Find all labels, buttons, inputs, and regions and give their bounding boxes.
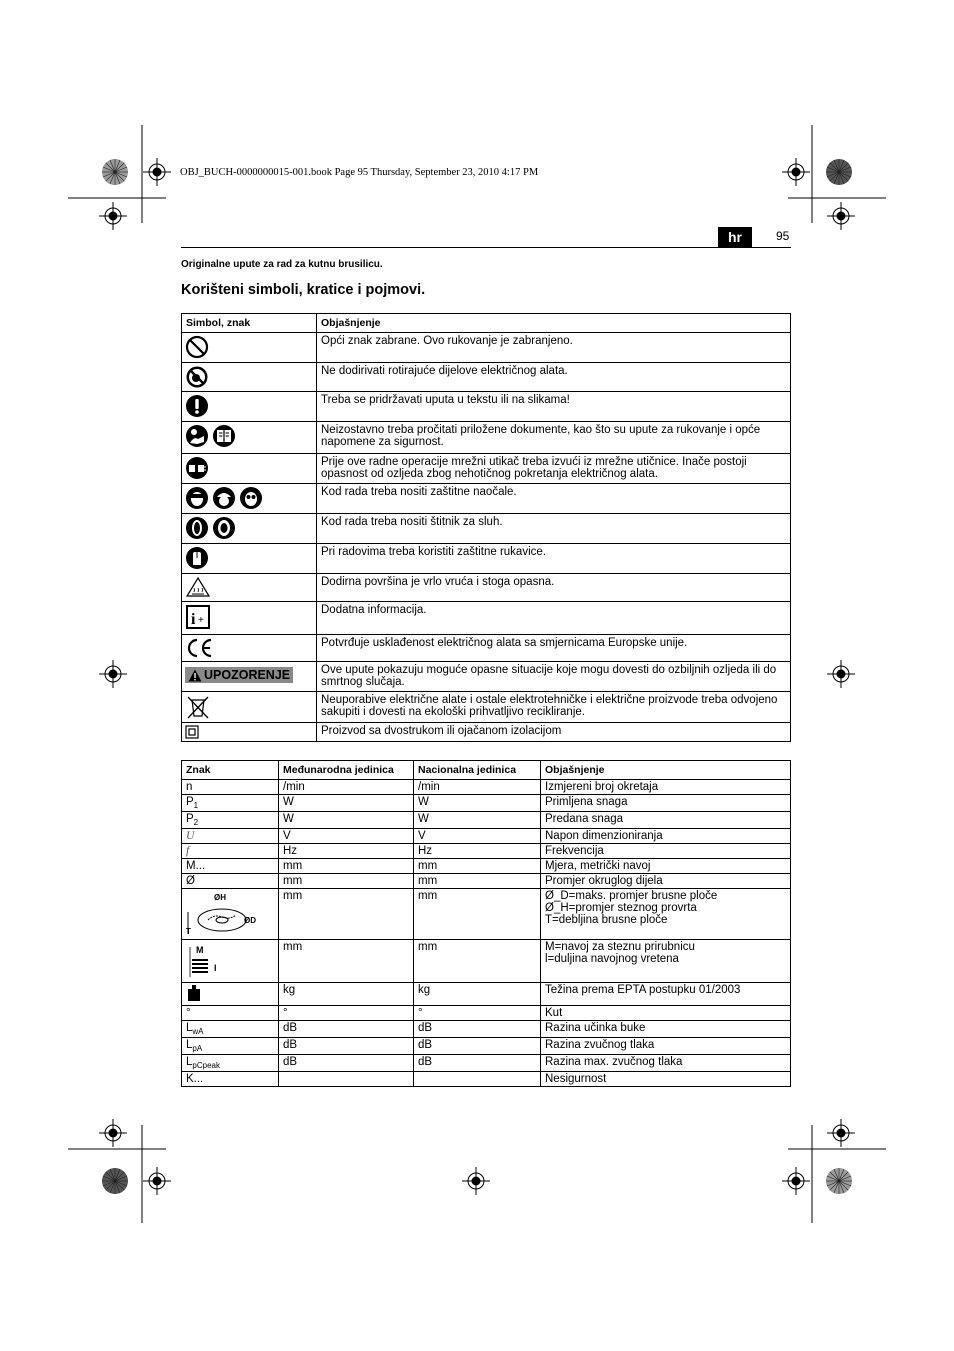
national-unit-cell: V [414,829,541,844]
sign-cell [182,1021,279,1038]
symbol-cell [182,363,317,392]
language-badge: hr [718,227,752,247]
print-rosette-icon [102,159,128,185]
unplug-icon [185,456,209,480]
symbol-cell [182,392,317,422]
intl-unit-cell: mm [279,859,414,874]
warning-label [185,667,293,683]
book-icon [212,424,236,448]
thread-label-m: M [196,945,204,955]
sign-text: L [186,1056,193,1068]
explanation-cell: Dodirna površina je vrlo vruća i stoga opasna. [317,574,791,602]
table-row [182,333,791,363]
read-manual-icon [185,424,209,448]
sign-cell: K... [182,1072,279,1087]
symbol-cell [182,514,317,544]
explanation-cell: Izmjereni broj okretaja [541,780,791,795]
explanation-cell: Neuporabive električne alate i ostale elektrotehničke i električne proizvode treba odvojeno sakupiti i dovesti na ekološki prihvatljivo recikliranje. [317,692,791,723]
table-row [182,795,791,812]
symbol-cell [182,723,317,742]
table-row [182,940,791,983]
explanation-line: T=debljina brusne ploče [545,914,668,926]
intl-unit-cell: dB [279,1055,414,1072]
col-header-intl-unit: Međunarodna jedinica [279,761,414,780]
national-unit-cell: Hz [414,844,541,859]
svg-text:+: + [198,615,204,626]
svg-text:i: i [191,611,196,628]
mandatory-exclamation-icon [185,394,209,418]
sign-cell [182,812,279,829]
table-row [182,662,791,692]
explanation-line: Ø_D=maks. promjer brusne ploče [545,890,718,902]
table-row [182,889,791,940]
sign-cell: f [182,844,279,859]
explanation-cell: Promjer okruglog dijela [541,874,791,889]
explanation-cell: Razina učinka buke [541,1021,791,1038]
face-shield-icon [185,486,209,510]
explanation-cell: Treba se pridržavati uputa u tekstu ili na slikama! [317,392,791,422]
intl-unit-cell: W [279,812,414,829]
col-header-sign: Znak [182,761,279,780]
sign-cell: n [182,780,279,795]
symbol-cell [182,422,317,454]
explanation-cell: Potvrđuje usklađenost električnog alata sa smjernicama Europske unije. [317,635,791,662]
national-unit-cell: dB [414,1038,541,1055]
hot-surface-icon [185,576,211,598]
table-row [182,1038,791,1055]
national-unit-cell: W [414,812,541,829]
table-row [182,1006,791,1021]
sign-cell [182,889,279,940]
registration-target-icon [827,1119,855,1147]
ear-protection-icon [185,516,209,540]
national-unit-cell: mm [414,940,541,983]
explanation-cell: Dodatna informacija. [317,602,791,635]
do-not-touch-rotating-parts-icon [185,365,209,389]
double-insulation-icon [185,725,199,739]
explanation-line: l=duljina navojnog vretena [545,953,679,965]
symbol-cell [182,484,317,514]
intl-unit-cell: dB [279,1021,414,1038]
print-rosette-icon [826,159,852,185]
explanation-cell: Težina prema EPTA postupku 01/2003 [541,983,791,1006]
intl-unit-cell: mm [279,889,414,940]
table-row [182,1055,791,1072]
col-header-symbol: Simbol, znak [182,314,317,333]
registration-target-icon [782,158,810,186]
explanation-cell [541,940,791,983]
explanation-cell: Frekvencija [541,844,791,859]
print-rosette-icon [102,1168,128,1194]
spindle-thread-icon [186,941,226,979]
table-row [182,422,791,454]
book-info-line: OBJ_BUCH-0000000015-001.book Page 95 Thursday, September 23, 2010 4:17 PM [180,167,539,178]
sign-cell [182,1055,279,1072]
symbols-table-header [182,314,791,333]
sign-cell [182,983,279,1006]
table-row [182,574,791,602]
intl-unit-cell: V [279,829,414,844]
table-row [182,844,791,859]
table-row [182,392,791,422]
symbol-cell [182,454,317,484]
warning-triangle-icon [188,669,202,682]
weight-icon [186,984,202,1002]
table-row [182,780,791,795]
prohibition-icon [185,335,209,359]
explanation-cell: Ne dodirivati rotirajuće dijelove električnog alata. [317,363,791,392]
registration-target-icon [99,660,127,688]
explanation-cell [541,889,791,940]
explanation-cell: Prije ove radne operacije mrežni utikač treba izvući iz mrežne utičnice. Inače postoji opasnost od ozljeda zbog nehotičnog pokretanja električnog alata. [317,454,791,484]
symbol-cell [182,333,317,363]
table-row [182,1072,791,1087]
table-row [182,454,791,484]
explanation-cell: Kod rada treba nositi zaštitne naočale. [317,484,791,514]
crossed-bin-icon [185,694,211,720]
gloves-icon [185,546,209,570]
sign-subscript: 1 [193,801,199,810]
intl-unit-cell: ° [279,1006,414,1021]
section-title: Korišteni simboli, kratice i pojmovi. [181,282,426,298]
national-unit-cell: /min [414,780,541,795]
registration-target-icon [143,1167,171,1195]
disc-label-thickness: T [186,927,191,936]
sign-cell: M... [182,859,279,874]
table-row [182,514,791,544]
col-header-explanation: Objašnjenje [317,314,791,333]
sign-cell [182,1038,279,1055]
symbols-table [181,313,791,742]
sign-subscript: pA [192,1044,203,1053]
symbol-cell [182,662,317,692]
disc-label-hole-diameter: ØH [214,893,226,902]
national-unit-cell: W [414,795,541,812]
registration-target-icon [827,202,855,230]
explanation-cell: Kod rada treba nositi štitnik za sluh. [317,514,791,544]
national-unit-cell: mm [414,889,541,940]
symbol-cell [182,692,317,723]
intl-unit-cell: W [279,795,414,812]
intl-unit-cell: kg [279,983,414,1006]
registration-target-icon [99,202,127,230]
national-unit-cell: mm [414,874,541,889]
sign-cell: U [182,829,279,844]
disc-dimensions-icon [186,890,258,936]
national-unit-cell: dB [414,1055,541,1072]
ear-muff-icon [212,516,236,540]
explanation-cell: Pri radovima treba koristiti zaštitne rukavice. [317,544,791,574]
table-row [182,983,791,1006]
symbol-cell [182,635,317,662]
table-row [182,544,791,574]
explanation-line: Ø_H=promjer steznog provrta [545,902,697,914]
national-unit-cell: mm [414,859,541,874]
warning-label-text: UPOZORENJE [204,668,291,682]
sign-text: L [186,1022,193,1034]
explanation-cell: Primljena snaga [541,795,791,812]
goggles-icon [239,486,263,510]
units-table-header [182,761,791,780]
table-row [182,635,791,662]
sign-text: P [186,796,194,808]
page-number: 95 [776,229,790,243]
table-row [182,363,791,392]
disc-label-outer-diameter: ØD [244,916,256,925]
sign-subscript: pCpeak [192,1061,220,1070]
national-unit-cell: ° [414,1006,541,1021]
sign-cell [182,940,279,983]
registration-target-icon [143,158,171,186]
explanation-cell: Predana snaga [541,812,791,829]
table-row [182,874,791,889]
table-row [182,1021,791,1038]
helmet-visor-icon [212,486,236,510]
table-row [182,692,791,723]
explanation-cell: Opći znak zabrane. Ovo rukovanje je zabranjeno. [317,333,791,363]
intl-unit-cell: mm [279,874,414,889]
table-row [182,723,791,742]
intl-unit-cell [279,1072,414,1087]
sign-subscript: wA [192,1027,204,1036]
explanation-cell: Proizvod sa dvostrukom ili ojačanom izolacijom [317,723,791,742]
explanation-cell: Kut [541,1006,791,1021]
intl-unit-cell: mm [279,940,414,983]
explanation-cell: Mjera, metrički navoj [541,859,791,874]
sign-cell: ° [182,1006,279,1021]
symbol-cell [182,602,317,635]
table-row [182,484,791,514]
national-unit-cell [414,1072,541,1087]
table-row [182,812,791,829]
registration-target-icon [782,1167,810,1195]
print-rosette-icon [826,1168,852,1194]
table-row [182,829,791,844]
ce-mark-icon [185,637,215,659]
explanation-cell: Napon dimenzioniranja [541,829,791,844]
sign-subscript: 2 [193,818,199,827]
info-icon [185,604,211,630]
national-unit-cell: kg [414,983,541,1006]
explanation-cell: Ove upute pokazuju moguće opasne situacije koje mogu dovesti do ozbiljnih ozljeda ili do smrtnog slučaja. [317,662,791,692]
explanation-cell: Razina zvučnog tlaka [541,1038,791,1055]
symbol-cell [182,544,317,574]
document-subtitle: Originalne upute za rad za kutnu brusilicu. [181,259,383,270]
col-header-explanation: Objašnjenje [541,761,791,780]
intl-unit-cell: Hz [279,844,414,859]
explanation-cell: Razina max. zvučnog tlaka [541,1055,791,1072]
thread-label-length: l [214,963,217,973]
registration-target-icon [462,1167,490,1195]
col-header-national-unit: Nacionalna jedinica [414,761,541,780]
units-table [181,760,791,1087]
table-row [182,602,791,635]
national-unit-cell: dB [414,1021,541,1038]
explanation-cell: Nesigurnost [541,1072,791,1087]
explanation-line: M=navoj za steznu prirubnicu [545,941,695,953]
sign-text: P [186,813,194,825]
registration-target-icon [99,1119,127,1147]
explanation-cell: Neizostavno treba pročitati priložene dokumente, kao što su upute za rukovanje i opće napomene za sigurnost. [317,422,791,454]
sign-cell [182,795,279,812]
intl-unit-cell: /min [279,780,414,795]
table-row [182,859,791,874]
header-rule [181,247,791,248]
sign-text: L [186,1039,193,1051]
symbol-cell [182,574,317,602]
registration-target-icon [827,660,855,688]
sign-cell: Ø [182,874,279,889]
intl-unit-cell: dB [279,1038,414,1055]
